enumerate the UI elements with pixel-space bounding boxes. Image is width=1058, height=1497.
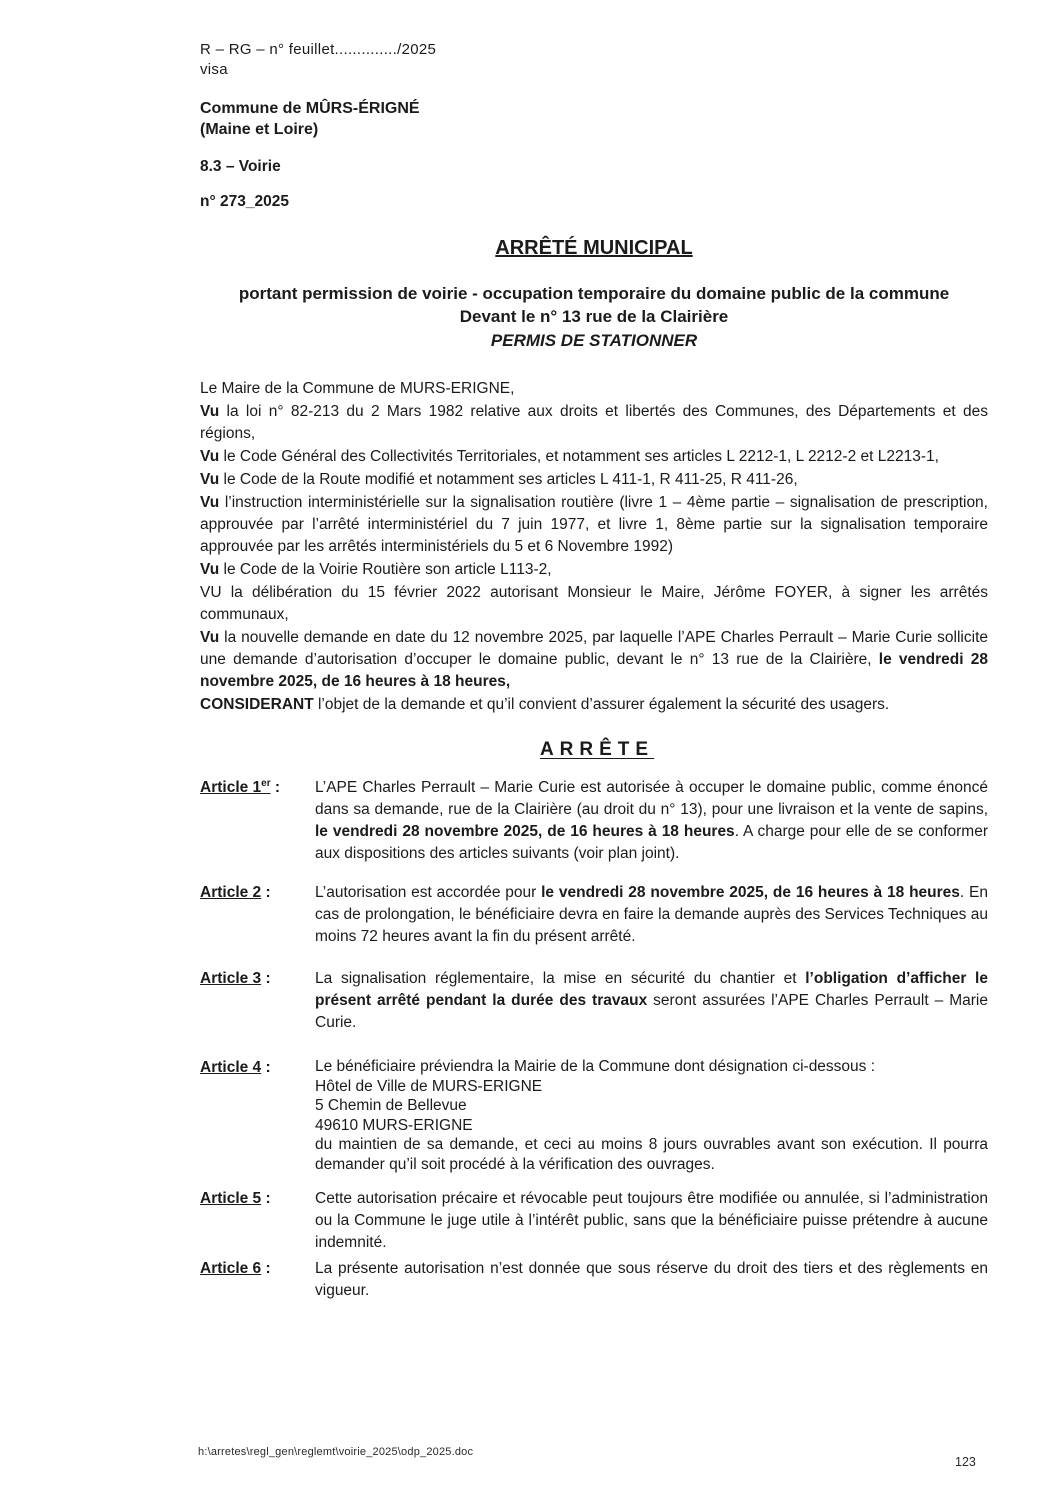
clause-bold-date: le vendredi 28 novembre 2025, de 16 heures à 18 heures, xyxy=(200,651,988,690)
article-3 xyxy=(200,968,988,1034)
article-label-text: Article 5 xyxy=(200,1190,262,1207)
classification-code: 8.3 – Voirie xyxy=(200,158,281,175)
article-text: . A charge pour elle de se conformer aux dispositions des articles suivants (voir plan joint). xyxy=(315,823,988,862)
clause-keyword: Vu xyxy=(200,629,220,646)
document-subtitle: portant permission de voirie - occupation temporaire du domaine public de la commune xyxy=(238,284,950,303)
article-text-bold: l’obligation d’afficher le présent arrêté pendant la durée des travaux xyxy=(315,970,988,1009)
clause-text: le Code Général des Collectivités Territoriales, et notamment ses articles L 2212-1, L 2212-2 et L2213-1, xyxy=(219,448,939,465)
clause-text: le Code de la Voirie Routière son article L113-2, xyxy=(219,561,552,578)
article-5 xyxy=(200,1188,988,1254)
clause-vu-instruction xyxy=(200,492,988,558)
article-2 xyxy=(200,882,988,948)
document-header xyxy=(200,40,988,212)
address-line: 5 Chemin de Bellevue xyxy=(315,1097,467,1114)
article-2-body xyxy=(315,882,988,948)
article-text: . En cas de prolongation, le bénéficiaire devra en faire la demande auprès des Services Techniques au moins 72 heures avant la fin du présent arrêté. xyxy=(315,884,988,945)
article-text: L’autorisation est accordée pour xyxy=(315,884,542,901)
clause-text: l’instruction interministérielle sur la signalisation routière (livre 1 – 4ème partie – signalisation de prescription, approuvée par l’arrêté interministériel du 7 juin 1977, et livre 1, 8ème partie sur la signalisation temporaire approuvée par les arrêtés interministériels du 5 et 6 Novembre 1992) xyxy=(200,494,988,555)
article-5-label xyxy=(200,1188,315,1254)
article-4 xyxy=(200,1057,988,1174)
clause-text: le Code de la Route modifié et notamment ses articles L 411-1, R 411-25, R 411-26, xyxy=(219,471,798,488)
document-title: ARRÊTÉ MUNICIPAL xyxy=(495,237,693,259)
article-3-label xyxy=(200,968,315,1034)
clause-vu-deliberation xyxy=(200,582,988,626)
registry-reference: R – RG – n° feuillet............../2025 xyxy=(200,41,437,58)
address-line: Hôtel de Ville de MURS-ERIGNE xyxy=(315,1077,543,1095)
article-text: Cette autorisation précaire et révocable peut toujours être modifiée ou annulée, si l’administration ou la Commune le juge utile à l’intérêt public, sans que la bénéficiaire puisse prétendre à aucune indemnité. xyxy=(315,1190,988,1251)
article-6-body xyxy=(315,1258,988,1302)
article-label-text: Article 1 xyxy=(200,779,262,796)
clause-text: VU la délibération du 15 février 2022 autorisant Monsieur le Maire, Jérôme FOYER, à signer les arrêtés communaux, xyxy=(200,584,988,623)
file-path: h:\arretes\regl_gen\reglemt\voirie_2025\odp_2025.doc xyxy=(198,1446,474,1458)
permit-type-line: PERMIS DE STATIONNER xyxy=(490,331,698,350)
article-6-label xyxy=(200,1258,315,1302)
page-number: 123 xyxy=(955,1455,976,1469)
article-text-bold: le vendredi 28 novembre 2025, de 16 heures à 18 heures xyxy=(315,823,735,840)
article-label-text: Article 6 xyxy=(200,1260,262,1277)
clause-considerant xyxy=(200,694,988,716)
clause-text: la loi n° 82-213 du 2 Mars 1982 relative aux droits et libertés des Communes, des Départements et des régions, xyxy=(200,403,988,442)
article-1 xyxy=(200,777,988,865)
clause-keyword: Vu xyxy=(200,561,220,578)
clause-keyword: Vu xyxy=(200,494,220,511)
clause-text: l’objet de la demande et qu’il convient d’assurer également la sécurité des usagers. xyxy=(313,696,890,713)
articles-section xyxy=(200,777,988,1302)
arrete-heading-text: ARRÊTE xyxy=(539,739,655,760)
article-label-text: Article 4 xyxy=(200,1059,262,1076)
article-1-body xyxy=(315,777,988,865)
clause-keyword: Vu xyxy=(200,471,220,488)
title-block xyxy=(200,235,988,352)
article-label-text: Article 3 xyxy=(200,970,262,987)
article-6 xyxy=(200,1258,988,1302)
document-content xyxy=(200,40,988,1302)
arrete-heading xyxy=(200,737,988,764)
article-label-colon: : xyxy=(270,779,281,796)
article-label-colon: : xyxy=(261,1260,271,1277)
article-text: La présente autorisation n’est donnée que sous réserve du droit des tiers et des règlements en vigueur. xyxy=(315,1260,988,1299)
article-2-label xyxy=(200,882,315,948)
decree-number: n° 273_2025 xyxy=(200,193,289,210)
preamble-intro: Le Maire de la Commune de MURS-ERIGNE, xyxy=(200,380,515,397)
clause-text: la nouvelle demande en date du 12 novembre 2025, par laquelle l’APE Charles Perrault – Marie Curie sollicite une demande d’autorisation d’occuper le domaine public, devant le n° 13 rue de la Clairière, xyxy=(200,629,988,668)
article-label-colon: : xyxy=(261,1190,271,1207)
article-5-body xyxy=(315,1188,988,1254)
article-text-bold: le vendredi 28 novembre 2025, de 16 heures à 18 heures xyxy=(541,884,960,901)
article-label-colon: : xyxy=(261,970,271,987)
article-text-line: du maintien de sa demande, et ceci au moins 8 jours ouvrables avant son exécution. Il pourra demander qu’il soit procédé à la vérification des ouvrages. xyxy=(315,1136,988,1173)
clause-vu-code-route xyxy=(200,469,988,491)
article-label-sup: er xyxy=(261,777,271,789)
visa-label: visa xyxy=(200,61,228,78)
preamble xyxy=(200,378,988,716)
departement-name: (Maine et Loire) xyxy=(200,121,319,138)
article-label-text: Article 2 xyxy=(200,884,262,901)
commune-name: Commune de MÛRS-ÉRIGNÉ xyxy=(200,100,420,117)
clause-vu-cgct xyxy=(200,446,988,468)
clause-vu-demande xyxy=(200,627,988,693)
article-label-colon: : xyxy=(261,1059,271,1076)
clause-vu-voirie xyxy=(200,559,988,581)
article-4-label xyxy=(200,1057,315,1174)
article-text-line: Le bénéficiaire préviendra la Mairie de la Commune dont désignation ci-dessous : xyxy=(315,1058,876,1075)
article-text: seront assurées l’APE Charles Perrault – Marie Curie. xyxy=(315,992,988,1031)
article-text: L’APE Charles Perrault – Marie Curie est autorisée à occuper le domaine public, comme énoncé dans sa demande, rue de la Clairière (au droit du n° 13), pour une livraison et la vente de sapins, xyxy=(315,779,988,818)
clause-keyword: Vu xyxy=(200,403,220,420)
clause-keyword: CONSIDERANT xyxy=(200,696,314,713)
article-1-label xyxy=(200,777,315,865)
clause-vu-loi xyxy=(200,401,988,445)
clause-keyword: Vu xyxy=(200,448,220,465)
article-4-body xyxy=(315,1057,988,1174)
address-line: 49610 MURS-ERIGNE xyxy=(315,1116,473,1134)
article-label-colon: : xyxy=(261,884,271,901)
article-3-body xyxy=(315,968,988,1034)
location-line: Devant le n° 13 rue de la Clairière xyxy=(459,307,729,326)
article-text: La signalisation réglementaire, la mise en sécurité du chantier et xyxy=(315,970,806,987)
